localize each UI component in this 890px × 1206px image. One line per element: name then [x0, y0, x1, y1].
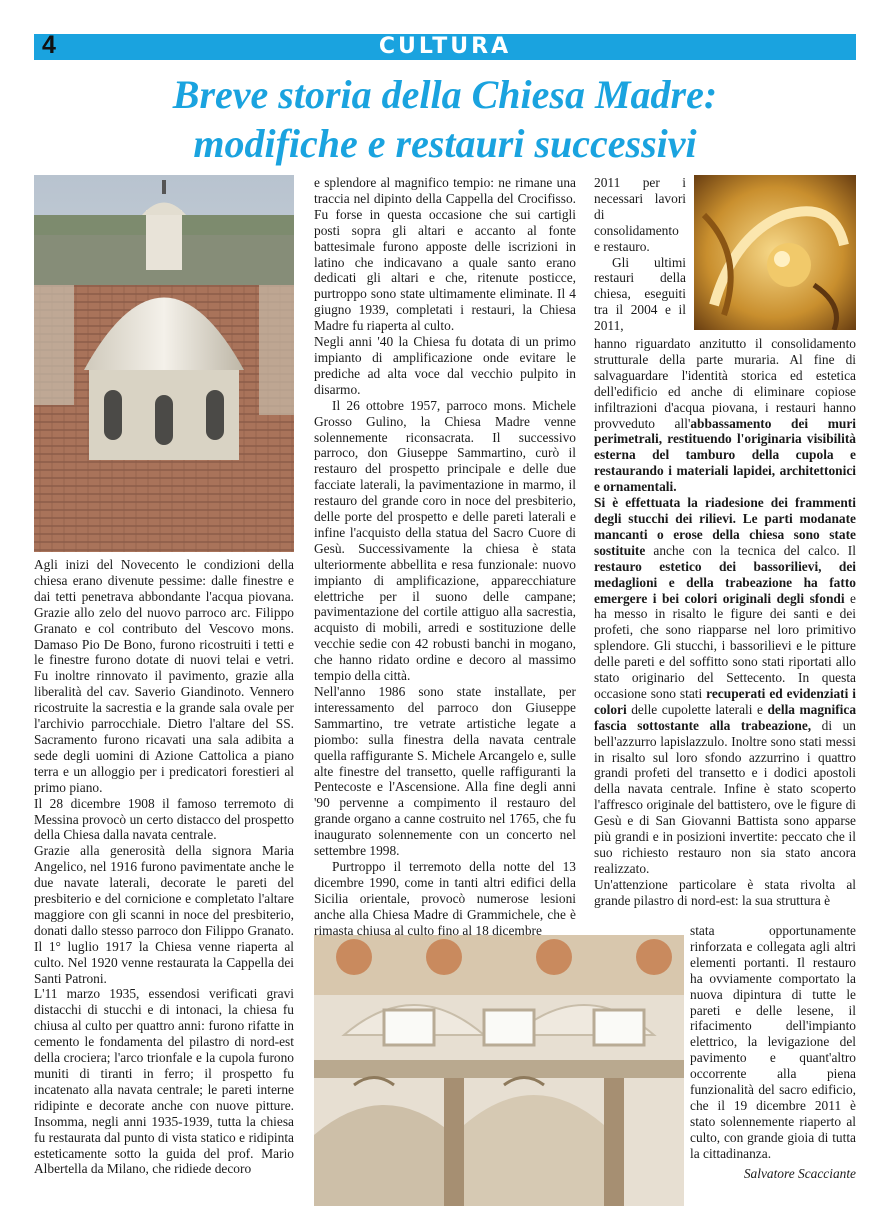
dome-photo [34, 175, 294, 552]
paragraph: L'11 marzo 1935, essendosi verificati gravi distacchi di stucchi e di intonaci, la chiesa fu chiusa al culto per quattro anni: furono rifatte in cemento le fondamenta del pilastro di nord-est della crociera; l'arco trionfale e la cupola furono muniti di tiranti in ferro; il prospetto fu incatenato alla navata centrale; le pareti interne ridipinte e decorate anche con nuove pitture. Insomma, negli anni 1935-1939, tutta la chiesa fu restaurata dal punto di vista statico e ridipinta esteticamente sotto la guida del prof. Mario Albertella da Milano, che ridiede decoro [34, 986, 294, 1177]
stucco-detail-photo [694, 175, 856, 330]
column-3-bottom [690, 923, 856, 1162]
bold-text: recuperati ed evidenziati i colori [594, 685, 856, 717]
paragraph: e splendore al magnifico tempio: ne rimane una traccia nel dipinto della Cappella del Crocifisso. Fu forse in questa occasione che sui cartigli posti sopra gli altari e accanto al fonte battesimale furono apposte delle iscrizioni in latino che indicavano a quale santo erano dedicati gli altari e che, ritenute posticce, purtroppo sono state ultimamente eliminate. Il 4 giugno 1939, completati i restauri, la Chiesa Madre fu riaperta al culto. [314, 175, 576, 334]
section-title: CULTURA [378, 34, 512, 59]
paragraph: Negli anni '40 la Chiesa fu dotata di un primo impianto di amplificazione onde evitare le prediche ad alta voce dal vecchio pulpito in disarmo. [314, 334, 576, 397]
paragraph: Purtroppo il terremoto della notte del 13 dicembre 1990, come in tanti altri edifici della Sicilia orientale, provocò numerose lesioni anche alla Chiesa Madre di Grammichele, che è rimasta chiusa al culto fino al 18 dicembre [314, 858, 576, 938]
paragraph: stata opportunamente rinforzata e collegata agli altri elementi portanti. Il restauro ha ovviamente comportato la nuova dipintura di tutte le pareti e delle lesene, il rifacimento dell'impianto elettrico, la levigazione del pavimento e quant'altro occorrente alla piena funzionalità del sacro edificio, che il 19 dicembre 2011 è stato solennemente riaperto al culto, con grande gioia di tutta la cittadinanza. [690, 923, 856, 1161]
paragraph: hanno riguardato anzitutto il consolidamento strutturale della parte muraria. Al fine di salvaguardare l'identità storica ed estetica dell'edificio ed anche di eliminare copiose infiltrazioni d'acqua piovana, i restauri hanno provveduto all'abbassamento dei muri perimetrali, restituendo l'originaria visibilità esterna del tamburo della cupola e restaurando i materiali lapidei, architettonici e ornamentali. [594, 336, 856, 495]
column-3-top [594, 175, 686, 334]
paragraph: 2011 per i necessari lavori di consolidamento e restauro. [594, 175, 686, 254]
bold-text: della magnifica fascia sottostante alla trabeazione, [594, 701, 857, 733]
bold-text: abbassamento dei muri perimetrali, restituendo l'originaria visibilità esterna del tamburo della cupola e restaurando i materiali lapidei, architettonici e ornamentali. [594, 415, 856, 495]
paragraph: Il 26 ottobre 1957, parroco mons. Michele Grosso Gulino, la Chiesa Madre venne solennemente riconsacrata. Il successivo parroco, don Giuseppe Sammartino, curò il restauro del prospetto principale e delle due facciate laterali, la pavimentazione in marmo, il restauro del grande coro in noce del presbiterio, delle porte del prospetto e delle pareti laterali e infine l'acquisto della statua del Sacro Cuore di Gesù. Successivamente la chiesa è stata ulteriormente abbellita e resa funzionale: nuovo impianto di amplificazione, apparecchiature elettriche per il suono delle campane; pavimentazione del cortile attiguo alla sacrestia, acquisto di mobili, arredi e sostituzione delle vecchie sedie con 42 robusti banchi in mogano, che hanno ridato ordine e decoro al massimo tempio della città. [314, 397, 576, 684]
paragraph: Gli ultimi restauri della chiesa, eseguiti tra il 2004 e il 2011, [594, 254, 686, 334]
column-3 [594, 336, 856, 909]
column-1 [34, 557, 294, 1177]
title-line-1: Breve storia della Chiesa Madre: [172, 72, 718, 117]
title-line-2: modifiche e restauri successivi [193, 121, 697, 166]
interior-photo [314, 935, 684, 1206]
paragraph: Un'attenzione particolare è stata rivolta al grande pilastro di nord-est: la sua struttura è [594, 876, 856, 908]
bold-text: Si è effettuata la riadesione dei frammenti degli stucchi dei rilievi. Le parti modanate mancanti o erose della chiesa sono state sostituite [594, 495, 856, 558]
article-title [20, 70, 870, 168]
paragraph: Si è effettuata la riadesione dei frammenti degli stucchi dei rilievi. Le parti modanate mancanti o erose della chiesa sono state sostituite anche con la tecnica del calco. Il restauro estetico dei bassorilievi, dei medaglioni e della trabeazione ha fatto emergere i bei colori originali degli sfondi e ha messo in risalto le figure dei santi e dei profeti, che sono riapparse nel loro primitivo splendore. Gli stucchi, i bassorilievi e le pitture delle pareti e del soffitto sono stati riportati allo stato originario del Settecento. In questa occasione sono stati recuperati ed evidenziati i colori delle cupolette laterali e della magnifica fascia sottostante alla trabeazione, di un bell'azzurro lapislazzulo. Inoltre sono stati messi in risalto sul loro sfondo azzurrino i quattro grandi profeti del transetto e i dodici apostoli della navata centrale. Infine è stato scoperto l'affresco originale del battistero, ove le figure di Gesù e di San Giovanni Battista sono apparse più grandi e in posizioni invertite: peccato che il suo richiesto restauro non sia stato ancora realizzato. [594, 495, 857, 876]
paragraph: Il 28 dicembre 1908 il famoso terremoto di Messina provocò un certo distacco del prospetto della Chiesa dalla navata centrale. [34, 795, 294, 843]
page-number: 4 [42, 31, 56, 59]
author-signature: Salvatore Scacciante [743, 1166, 856, 1181]
bold-text: restauro estetico dei bassorilievi, dei medaglioni e della trabeazione ha fatto emergere i bei colori originali degli sfondi [594, 558, 856, 606]
paragraph: Nell'anno 1986 sono state installate, per interessamento del parroco don Giuseppe Sammartino, tre vetrate artistiche legate a piombo: sulla finestra della navata centrale quella raffigurante S. Michele Arcangelo e, sulle alte finestre del transetto, quelle raffiguranti la Pentecoste e l'Ascensione. Alla fine degli anni '90 pervenne a compimento il restauro del grande organo a canne costruito nel 1765, che fu inaugurato solennemente con un concerto nel settembre 1998. [314, 684, 576, 859]
paragraph: Grazie alla generosità della signora Maria Angelico, nel 1916 furono pavimentate anche le due navate laterali, decorate le pareti del presbiterio e del cornicione e completato l'altare maggiore con gli scanni in noce del presbiterio, donati dallo stesso parroco don Filippo Granato. Il 1° luglio 1917 la Chiesa venne riaperta al culto. Nel 1920 venne restaurata la Cappella dei Santi Patroni. [34, 843, 294, 986]
paragraph: Agli inizi del Novecento le condizioni della chiesa erano divenute pessime: dalle finestre e dai tetti penetrava abbondante l'acqua piovana. Grazie allo zelo del nuovo parroco arc. Filippo Granato e col contributo del Vescovo mons. Damaso Pio De Bono, furono ricostruiti i tetti e le finestre furono dotate di nuovi telai e vetri. Fu inoltre rinnovato il pavimento, grazie alla liberalità del cav. Saverio Giandinoto. Vennero ricostruite la sacrestia e la grande sala ovale per l'archivio parrocchiale. Dietro l'altare del SS. Sacramento furono ricavati una sala adibita a sede degli uomini di Azione Cattolica a piano terra e un alloggio per i predicatori forestieri al primo piano. [34, 557, 294, 795]
column-2 [314, 175, 576, 939]
